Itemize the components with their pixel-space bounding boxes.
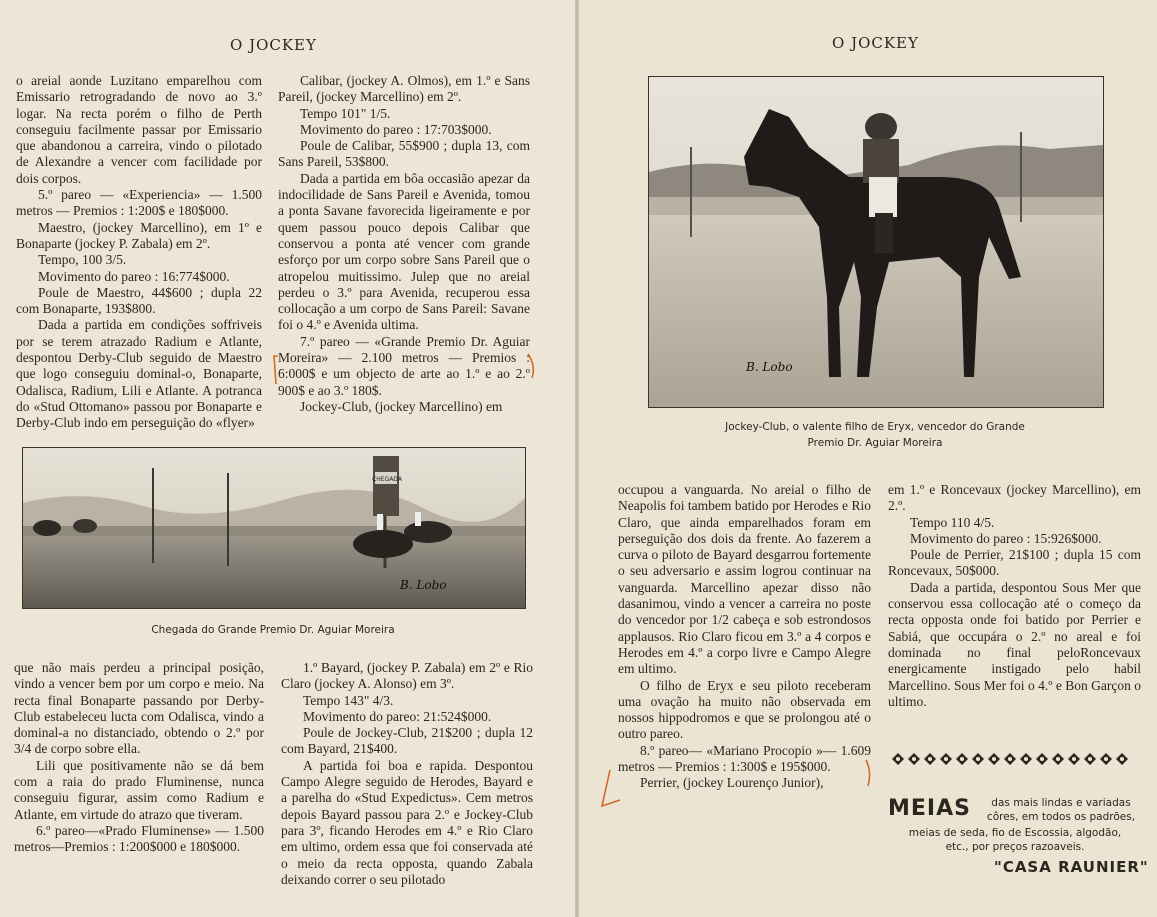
horse-photo-signature: B. Lobo — [746, 360, 793, 374]
paragraph: Poule de Calibar, 55$900 ; dupla 13, com Sans Pareil, 53$800. — [278, 138, 530, 170]
ad-line: etc., por preços razoaveis. — [945, 841, 1085, 853]
photo-signature: B. Lobo — [400, 578, 447, 592]
paragraph: Tempo, 100 3/5. — [38, 252, 127, 268]
paragraph: O filho de Eryx e seu piloto receberam uma ovação ha muito não observada em nossos hippodromos e que se prolongou até o outro pareo. — [618, 677, 871, 742]
header-left: O JOCKEY — [230, 36, 317, 54]
column-3 — [14, 660, 264, 856]
ad-line: das mais lindas e variadas — [991, 797, 1131, 809]
paragraph: Tempo 101" 1/5. — [300, 105, 391, 121]
paragraph: Lili que positivamente não se dá bem com a raia do prado Fluminense, nunca conseguiu figurar, assim como Radium e Atlante, em virtude do atrazo que tiveram. — [14, 757, 264, 822]
paragraph: Movimento do pareo : 17:703$000. — [300, 121, 492, 137]
ad-line: meias de seda, fio de Escossia, algodão, — [908, 827, 1122, 839]
ad-line: côres, em todos os padrões, — [986, 811, 1136, 823]
paragraph: Poule de Perrier, 21$100 ; dupla 15 com Roncevaux, 50$000. — [888, 547, 1141, 579]
ad-text — [972, 796, 1150, 824]
paragraph: occupou a vanguarda. No areial o filho de Neapolis foi tambem batido por Herodes e Rio Claro, que ainda emparelhados foram em perseguição dos dois da frente. Ao fazerem a curva o piloto de Bayard desgarrou fortemente o seu adversario e assim logrou continuar na vanguarda. Marcellino apezar disso não dasanimou, vindo a vencer a carreira no poste do vencedor por 1/2 cabeça e sob estrondosos applausos. Rio Claro ficou em 3.º a 4 corpos e Herodes em 4.º a corpo livre e Campo Alegre em ultimo. — [618, 482, 871, 677]
photo-finish-caption: Chegada do Grande Premio Dr. Aguiar Moreira — [151, 624, 395, 636]
paragraph: Perrier, (jockey Lourenço Junior), — [640, 775, 824, 791]
photo-finish-race — [22, 447, 526, 609]
paragraph: Dada a partida em bôa occasião apezar da indocilidade de Sans Pareil e Avenida, tomou a ponta Savane favorecida ligeiramente e por quem passou pouco depois Calibar que conservou a ponta até vencer com grande esforço por um corpo sobre Sans Pareil que o atropelou muitissimo. Julep que no areial perdeu o 3.º para Avenida, recuperou essa collocação a um corpo de Sans Pareil: Savane foi o 4.º e Avenida ultima. — [278, 170, 530, 333]
paragraph: 8.º pareo— «Mariano Procopio »— 1.609 metros — Premios : 1:300$ e 195$000. — [618, 742, 871, 775]
horse-photo-caption — [648, 419, 1102, 451]
paragraph: Dada a partida, despontou Sous Mer que conservou essa collocação até o começo da recta opposta onde foi batido por Perrier e Sabiá, que occupára o 2.º no areal e foi dominada no final peloRoncevaux energicamente instigado pelo habil Marcellino. Sous Mer foi o 4.º e Bon Garçon o ultimo. — [888, 579, 1141, 709]
column-6 — [888, 482, 1141, 710]
paragraph: 7.º pareo — «Grande Premio Dr. Aguiar Moreira» — 2.100 metros — Premios : 6:000$ e um objecto de arte ao 1.º e ao 2.º 900$ e ao 3.º 180$. — [278, 333, 530, 398]
paragraph: Poule de Jockey-Club, 21$200 ; dupla 12 com Bayard, 21$400. — [281, 725, 533, 757]
paragraph: Tempo 110 4/5. — [910, 514, 995, 530]
paragraph: que não mais perdeu a principal posição, vindo a vencer bem por um corpo e meio. Na recta final Bonaparte passando por Derby-Club estabeleceu lucta com Odalisca, vindo a dominal-a no distanciado, obtendo o 2.º por 3/4 de corpo sobre ella. — [14, 660, 264, 757]
paragraph: Tempo 143" 4/3. — [303, 692, 394, 708]
paragraph: em 1.º e Roncevaux (jockey Marcellino), em 2.º. — [888, 482, 1141, 514]
paragraph: Jockey-Club, (jockey Marcellino) em — [300, 398, 503, 414]
page-gutter — [575, 0, 579, 917]
paragraph: Movimento do pareo : 15:926$000. — [910, 530, 1102, 546]
paragraph: Maestro, (jockey Marcellino), em 1º e Bonaparte (jockey P. Zabala) em 2º. — [16, 219, 262, 251]
column-4 — [281, 660, 533, 888]
paragraph: 5.º pareo — «Experiencia» — 1.500 metros — Premios : 1:200$ e 180$000. — [16, 187, 262, 219]
ad-shop-name: "CASA RAUNIER" — [994, 858, 1149, 876]
paragraph: Dada a partida em condições soffriveis por se terem atrazado Radium e Atlante, despontou Derby-Club seguido de Maestro que logo conseguiu dominal-o, Bonaparte, Odalisca, Radium, Lili e Atlante. A potranca do «Stud Ottomano» passou por Bonaparte e Derby-Club indo em perseguição do «flyer» — [16, 317, 262, 431]
caption-line: Jockey-Club, o valente filho de Eryx, vencedor do Grande — [725, 421, 1025, 433]
column-5 — [618, 482, 871, 792]
paragraph: Calibar, (jockey A. Olmos), em 1.º e Sans Pareil, (jockey Marcellino) em 2º. — [278, 73, 530, 105]
paragraph: A partida foi boa e rapida. Despontou Campo Alegre seguido de Herodes, Bayard e a parelha do «Stud Expedictus». Cem metros depois Bayard passou para 2.º e Jockey-Club para 3º, ficando Herodes em 4.º e Rio Claro em ultimo, ordem essa que foi conservada até o meio da recta opposta, quando Zabala deixando correr o seu pilotado — [281, 757, 533, 887]
caption-line: Premio Dr. Aguiar Moreira — [807, 437, 943, 449]
photo-jockey-club-horse — [648, 76, 1104, 408]
tower-label: CHEGADA — [372, 476, 402, 483]
header-right: O JOCKEY — [832, 34, 919, 52]
pencil-mark — [270, 348, 542, 388]
paragraph: Movimento do pareo : 16:774$000. — [38, 268, 230, 284]
ad-brand: MEIAS — [888, 796, 971, 821]
paragraph: 1.º Bayard, (jockey P. Zabala) em 2º e Rio Claro (jockey A. Alonso) em 3º. — [281, 660, 533, 692]
paragraph: o areial aonde Luzitano emparelhou com Emissario retrogradando de novo ao 3.º logar. Na recta porém o filho de Perth conseguiu facilmente passar por Emissario que abandonou a carreira, vindo o pilotado de Alexandre a vencer com facilidade por dois corpos. — [16, 73, 262, 186]
pencil-mark — [600, 752, 880, 810]
column-1 — [16, 73, 262, 432]
paragraph: Movimento do pareo: 21:524$000. — [303, 708, 492, 724]
paragraph: Poule de Maestro, 44$600 ; dupla 22 com Bonaparte, 193$800. — [16, 284, 262, 317]
ornament-border — [888, 749, 1141, 769]
ad-text — [880, 826, 1150, 854]
paragraph: 6.º pareo—«Prado Fluminense» — 1.500 metros—Premios : 1:200$000 e 180$000. — [14, 822, 264, 855]
